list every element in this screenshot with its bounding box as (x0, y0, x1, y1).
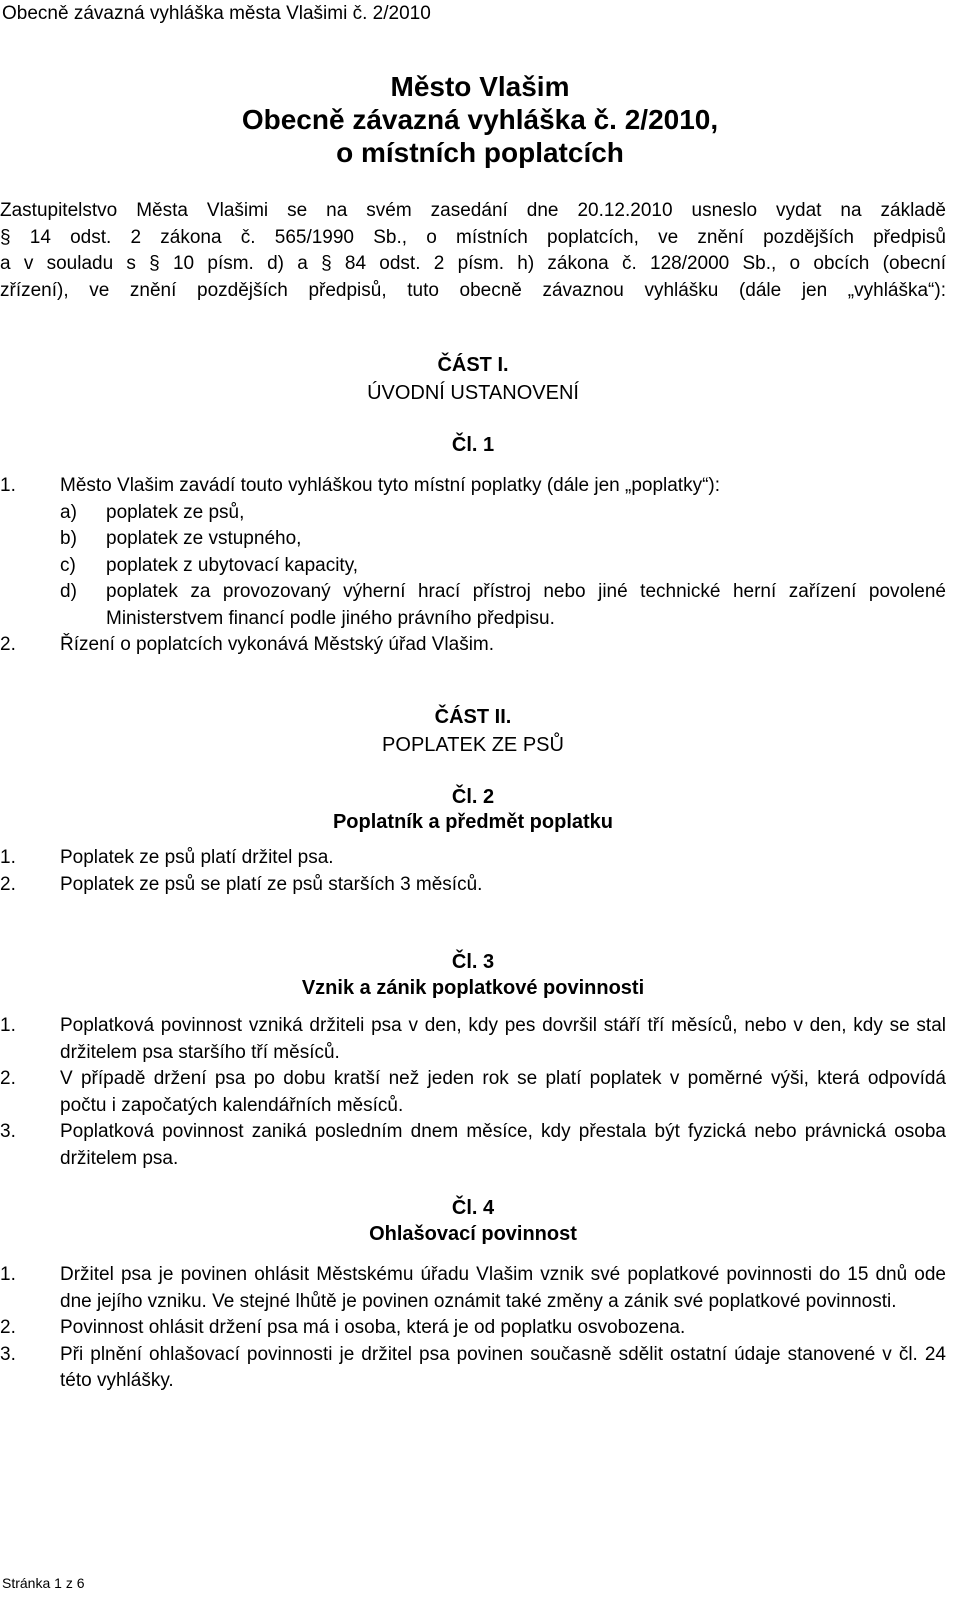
list-item (0, 1262, 946, 1315)
article-title: Ohlašovací povinnost (369, 1223, 577, 1245)
list-item (0, 1013, 946, 1066)
item-text: Při plnění ohlašovací povinnosti je držitel psa povinen současně sdělit ostatní údaje stanovené v čl. 24 této vyhlášky. (60, 1343, 946, 1391)
item-text: Poplatek ze psů se platí ze psů starších 3 měsíců. (60, 873, 483, 895)
article-number: Čl. 1 (451, 434, 495, 456)
item-number: 1. (0, 475, 16, 496)
article-2-body (0, 845, 946, 898)
item-text: Město Vlašim zavádí touto vyhláškou tyto místní poplatky (dále jen „poplatky“): (60, 475, 721, 496)
list-item (60, 553, 946, 580)
preamble-line: a v souladu s § 10 písm. d) a § 84 odst. 2 písm. h) zákona č. 128/2000 Sb., o obcích (obecní (0, 253, 946, 274)
item-letter: d) (60, 581, 77, 602)
article-1-body (0, 473, 946, 659)
article-number: Čl. 3 (451, 951, 495, 973)
item-number: 2. (0, 1317, 16, 1338)
title-line-decree: Obecně závazná vyhláška č. 2/2010, (241, 104, 719, 135)
list-item (0, 1119, 946, 1172)
preamble (0, 198, 946, 304)
article-number: Čl. 2 (451, 786, 495, 808)
item-text: poplatek z ubytovací kapacity, (106, 554, 359, 576)
item-text: Povinnost ohlásit držení psa má i osoba, která je od poplatku osvobozena. (60, 1317, 686, 1338)
list-item (0, 845, 946, 872)
item-text: V případě držení psa po dobu kratší než jeden rok se platí poplatek v poměrné výši, která odpovídá počtu i započatých kalendářních měsíců. (60, 1068, 946, 1116)
list-item (0, 872, 946, 899)
item-text: Řízení o poplatcích vykonává Městský úřad Vlašim. (60, 634, 495, 655)
list-item (60, 500, 946, 527)
item-number: 2. (0, 873, 16, 895)
item-number: 1. (0, 847, 16, 868)
preamble-line: § 14 odst. 2 zákona č. 565/1990 Sb., o místních poplatcích, ve znění pozdějších předpisů (0, 226, 946, 248)
sublist (0, 500, 946, 633)
article-title: Vznik a zánik poplatkové povinnosti (301, 977, 645, 999)
item-text: poplatek ze vstupného, (106, 528, 302, 549)
part-title: ÚVODNÍ USTANOVENÍ (367, 382, 579, 404)
article-4-body (0, 1262, 946, 1395)
item-number: 2. (0, 634, 16, 655)
title-line-city: Město Vlašim (390, 71, 570, 102)
page-number-footer: Stránka 1 z 6 (2, 1575, 85, 1591)
article-3-body (0, 1013, 946, 1172)
part-heading: ČÁST I. (437, 354, 509, 376)
preamble-line: zřízení), ve znění pozdějších předpisů, tuto obecně závaznou vyhlášku (dále jen „vyhláška“): (0, 279, 946, 301)
item-text: Poplatková povinnost vzniká držiteli psa v den, kdy pes dovršil stáří tří měsíců, nebo v den, kdy se stal držitelem psa staršího tří měsíců. (60, 1015, 946, 1063)
article-title: Poplatník a předmět poplatku (332, 811, 614, 833)
item-number: 2. (0, 1068, 16, 1089)
running-header: Obecně závazná vyhláška města Vlašimi č. 2/2010 (2, 3, 431, 24)
part-heading: ČÁST II. (434, 706, 512, 728)
list-item (0, 1315, 946, 1342)
preamble-line: Zastupitelstvo Města Vlašimi se na svém zasedání dne 20.12.2010 usneslo vydat na základě (0, 200, 946, 221)
article-number: Čl. 4 (451, 1197, 495, 1219)
item-number: 3. (0, 1121, 16, 1142)
item-text: poplatek za provozovaný výherní hrací přístroj nebo jiné technické herní zařízení povolené Ministerstvem financí podle jiného právního předpisu. (106, 581, 946, 629)
item-letter: c) (60, 554, 76, 576)
list-item (0, 473, 946, 500)
document-title (0, 70, 960, 169)
item-text: Poplatek ze psů platí držitel psa. (60, 847, 334, 868)
item-number: 1. (0, 1264, 16, 1285)
list-item (60, 579, 946, 632)
item-text: Poplatková povinnost zaniká posledním dnem měsíce, kdy přestala být fyzická nebo právnická osoba držitelem psa. (60, 1121, 946, 1169)
item-letter: a) (60, 501, 77, 523)
list-item (0, 1066, 946, 1119)
title-line-subject: o místních poplatcích (336, 137, 624, 168)
item-number: 3. (0, 1343, 16, 1365)
list-item (60, 526, 946, 553)
item-number: 1. (0, 1015, 16, 1036)
part-title: POPLATEK ZE PSŮ (382, 734, 564, 756)
list-item (0, 632, 946, 659)
item-text: poplatek ze psů, (106, 501, 245, 523)
list-item (0, 1342, 946, 1395)
item-letter: b) (60, 528, 77, 549)
item-text: Držitel psa je povinen ohlásit Městskému úřadu Vlašim vznik své poplatkové povinnosti do 15 dnů ode dne jejího vzniku. Ve stejné lhůtě je povinen oznámit také změny a zánik své poplatkové povinnosti. (60, 1264, 946, 1312)
